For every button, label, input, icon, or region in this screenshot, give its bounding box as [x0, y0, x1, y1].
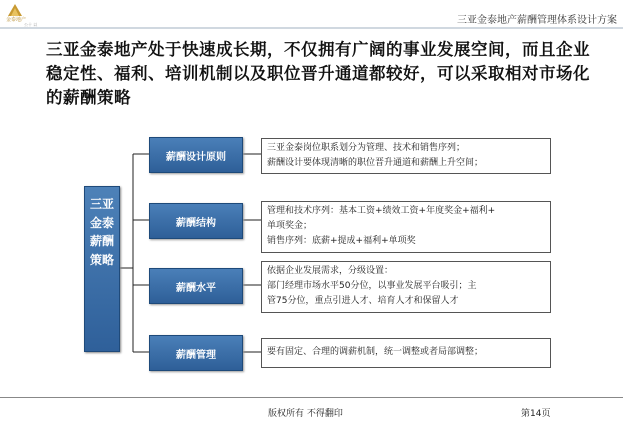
node-management [149, 335, 243, 371]
node-label: 薪酬管理 [176, 349, 216, 361]
node-design-principle [149, 137, 243, 173]
desc-line: 要有固定、合理的调薪机制，统一调整或者局部调整； [267, 347, 484, 357]
desc-line: 管理和技术序列：基本工资+绩效工资+年度奖金+福利+ [267, 206, 496, 216]
desc-management [261, 338, 551, 368]
document-title: 三亚金泰地产薪酬管理体系设计方案 [457, 15, 617, 26]
desc-line: 三亚金泰岗位职系划分为管理、技术和销售序列； [267, 143, 466, 153]
footer-copyright: 版权所有 不得翻印 [268, 409, 343, 419]
desc-level [261, 261, 551, 313]
desc-structure [261, 201, 551, 253]
desc-line: 销售序列：底薪+提成+福利+单项奖 [267, 236, 416, 246]
desc-line: 薪酬设计要体现清晰的职位晋升通道和薪酬上升空间； [267, 158, 484, 168]
desc-line: 依据企业发展需求，分级设置： [267, 266, 394, 276]
desc-line: 部门经理市场水平50分位，以事业发展平台吸引；主 [267, 281, 477, 291]
node-label: 薪酬设计原则 [166, 151, 226, 163]
strategy-label-bar [84, 186, 120, 352]
strategy-label: 三亚金泰薪酬策略 [89, 197, 114, 267]
logo-text: 金泰地产 [6, 17, 27, 23]
page-number: 第14页 [521, 409, 551, 419]
footer-divider [0, 397, 623, 398]
node-structure [149, 203, 243, 239]
logo-subtext: 公十 以 [24, 22, 38, 27]
slide-headline: 三亚金泰地产处于快速成长期，不仅拥有广阔的事业发展空间，而且企业稳定性、福利、培训机制以及职位晋升通道都较好，可以采取相对市场化的薪酬策略 [46, 40, 590, 107]
node-level [149, 268, 243, 304]
desc-design-principle [261, 138, 551, 174]
desc-line: 单项奖金； [267, 221, 313, 231]
node-label: 薪酬结构 [176, 217, 216, 229]
node-label: 薪酬水平 [176, 282, 216, 294]
desc-line: 管75分位，重点引进人才、培育人才和保留人才 [267, 296, 459, 306]
